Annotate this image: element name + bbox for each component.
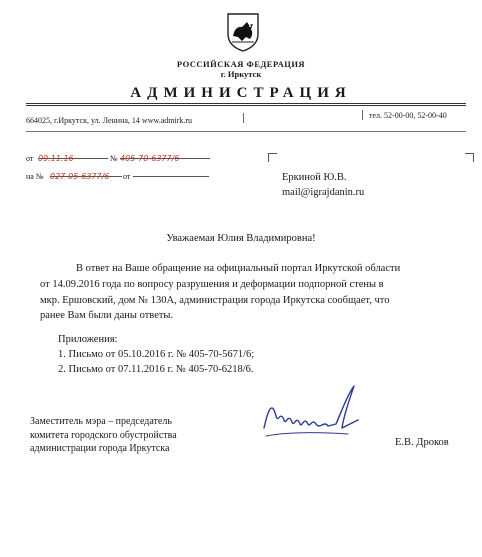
recipient-email: mail@igrajdanin.ru <box>282 187 365 198</box>
position-line: комитета городского обустройства <box>30 429 177 441</box>
recipient-name: Еркиной Ю.В. <box>282 172 347 183</box>
coat-of-arms-icon <box>226 12 260 52</box>
position-line: администрации города Иркутска <box>30 443 170 454</box>
handwritten-signature <box>258 380 368 452</box>
country-name: РОССИЙСКАЯ ФЕДЕРАЦИЯ <box>176 59 306 69</box>
enclosure-item: 1. Письмо от 05.10.2016 г. № 405-70-5671/6; <box>58 349 255 360</box>
phone-divider <box>362 110 363 120</box>
reference-number-field <box>50 166 122 181</box>
reference-date-label-wrap <box>123 166 130 184</box>
enclosures-list <box>58 347 254 377</box>
body-line: В ответ на Ваше обращение на официальный портал Иркутской области <box>76 263 401 274</box>
outgoing-number-label-wrap <box>110 148 118 166</box>
body-line: от 14.09.2016 года по вопросу разрушения и деформации подпорной стены в <box>40 278 384 290</box>
city-name: г. Иркутск <box>220 69 262 79</box>
body-line: мкр. Ершовский, дом № 130А, администрация города Иркутска сообщает, что <box>40 294 390 306</box>
outgoing-date-row <box>26 148 33 166</box>
outgoing-date-field <box>38 148 108 163</box>
enclosures-title: Приложения: <box>58 334 118 345</box>
enclosure-item: 2. Письмо от 07.11.2016 г. № 405-70-6218/6. <box>58 364 254 376</box>
address-corner-right <box>465 153 474 162</box>
address-divider <box>243 113 244 123</box>
date-label: от <box>26 154 34 163</box>
letter-body <box>40 261 468 324</box>
reference-label: на № <box>26 172 44 181</box>
number-label: № <box>110 154 118 163</box>
signer-position <box>30 415 177 456</box>
body-line: ранее Вам были даны ответы. <box>40 310 174 322</box>
outgoing-number-field <box>120 148 210 163</box>
header-rule-top <box>26 103 466 104</box>
reference-number-value: 027-05-6377/6 <box>50 172 110 181</box>
outgoing-date-value: 09.11.16 <box>38 154 74 163</box>
address-corner-left <box>268 153 277 162</box>
outgoing-number-value: 405-70-6377/6 <box>120 154 180 163</box>
organization-title: АДМИНИСТРАЦИЯ <box>130 85 352 101</box>
phone-numbers: тел. 52-00-00, 52-00-40 <box>369 111 447 120</box>
reference-label-wrap <box>26 166 43 184</box>
address-line: 664025, г.Иркутск, ул. Ленина, 14 www.admirk.ru <box>26 116 193 125</box>
salutation: Уважаемая Юлия Владимировна! <box>166 233 316 244</box>
reference-date-label: от <box>123 172 131 181</box>
header-rule-bottom <box>26 131 466 132</box>
reference-date-field <box>133 166 209 177</box>
header-rule-top-double <box>26 105 466 106</box>
signer-name: Е.В. Дроков <box>395 437 449 448</box>
position-line: Заместитель мэра – председатель <box>30 416 172 427</box>
